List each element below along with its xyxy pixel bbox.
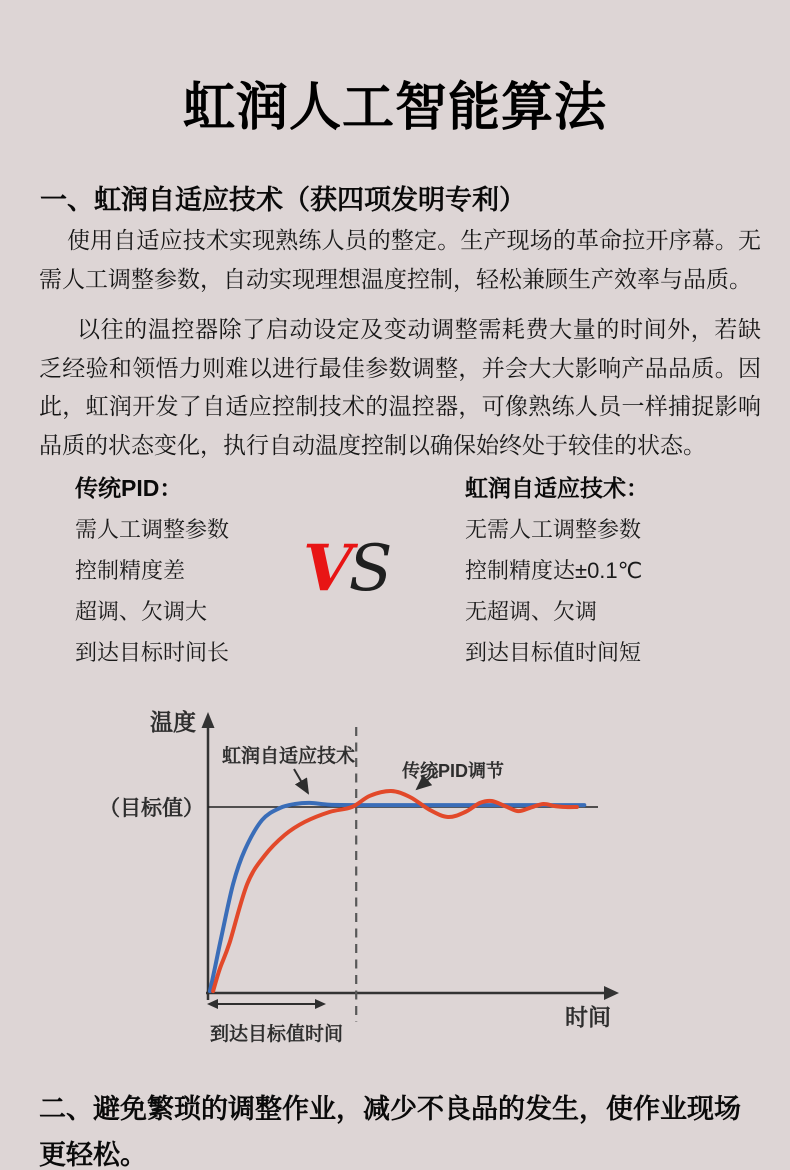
list-item: 无需人工调整参数 [465, 517, 642, 542]
curve-pid [213, 791, 577, 991]
adaptive-series-label: 虹润自适应技术 [222, 746, 356, 767]
section2-heading: 二、避免繁琐的调整作业，减少不良品的发生，使作业现场更轻松。 [39, 1094, 741, 1170]
comparison-column-traditional-pid [75, 470, 229, 683]
curve-adaptive [210, 803, 584, 991]
reach-time-right-arrowhead-icon [315, 999, 326, 1009]
reach-time-label: 到达目标值时间 [210, 1024, 344, 1045]
y-axis-label: 温度 [150, 709, 196, 735]
list-item: 控制精度达±0.1℃ [465, 558, 643, 583]
adaptive-annotation-arrow-icon [294, 769, 308, 793]
list-item: 需人工调整参数 [75, 517, 230, 542]
vs-mark [303, 531, 393, 606]
section1-paragraph-2: 以往的温控器除了启动设定及变动调整需耗费大量的时间外，若缺乏经验和领悟力则难以进行最佳参数调整，并会大大影响产品品质。因此，虹润开发了自适应控制技术的温控器，可像熟练人员一样捕捉影响品质的状态变化，执行自动温度控制以确保始终处于较佳的状态。 [39, 316, 761, 458]
target-value-label: （目标值） [99, 797, 204, 820]
list-item: 无超调、欠调 [465, 599, 598, 624]
y-axis-arrow-icon [202, 712, 215, 728]
pid-series-label: 传统PID调节 [402, 761, 505, 781]
temperature-chart [90, 695, 650, 1060]
page-title: 虹润人工智能算法 [182, 79, 607, 137]
comparison-right-heading: 虹润自适应技术： [465, 475, 649, 501]
comparison-column-adaptive [465, 470, 649, 683]
list-item: 到达目标值时间短 [465, 640, 642, 665]
x-axis-arrow-icon [604, 986, 619, 1000]
section1-heading: 一、虹润自适应技术（获四项发明专利） [40, 185, 526, 215]
reach-time-left-arrowhead-icon [207, 999, 218, 1009]
list-item: 超调、欠调大 [75, 599, 208, 624]
x-axis-label: 时间 [565, 1004, 611, 1030]
comparison-left-heading: 传统PID： [75, 475, 183, 501]
vs-letter-v: V [303, 531, 353, 606]
section1-paragraph-1: 使用自适应技术实现熟练人员的整定。生产现场的革命拉开序幕。无需人工调整参数，自动实现理想温度控制，轻松兼顾生产效率与品质。 [39, 227, 761, 292]
list-item: 控制精度差 [75, 558, 186, 583]
vs-letter-s: S [348, 532, 393, 606]
list-item: 到达目标时间长 [75, 640, 230, 665]
